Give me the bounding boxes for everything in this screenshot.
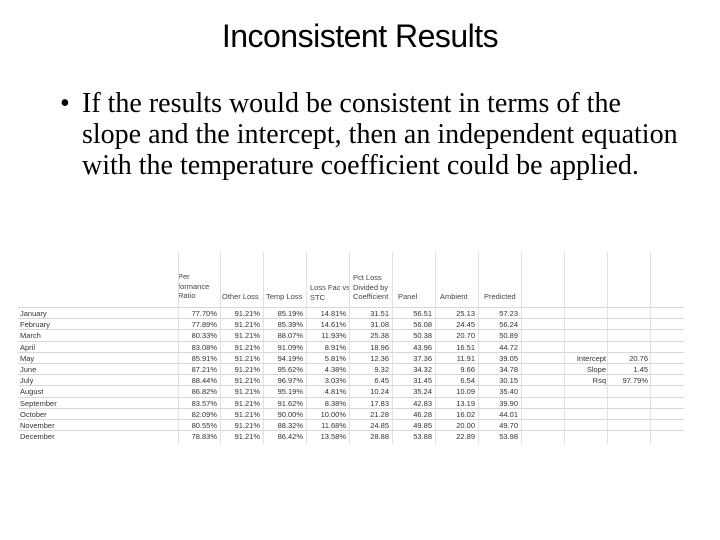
table-row xyxy=(18,352,684,364)
cell-perf: 77.70% xyxy=(191,309,217,318)
cell-temp: 95.19% xyxy=(277,387,303,397)
cell-pct: 18.96 xyxy=(370,342,389,352)
cell-ambient: 9.66 xyxy=(460,365,475,374)
stat-label: Rsq xyxy=(592,376,606,386)
cell-lossfac: 3.03% xyxy=(324,376,346,386)
cell-pct: 21.28 xyxy=(370,409,389,419)
cell-other: 91.21% xyxy=(234,342,260,352)
cell-pct: 28.88 xyxy=(370,432,389,442)
cell-panel: 50.38 xyxy=(413,331,432,341)
cell-panel: 37.36 xyxy=(413,353,432,363)
month-cell: October xyxy=(20,409,47,419)
cell-pct: 6.45 xyxy=(374,376,389,386)
cell-ambient: 6.54 xyxy=(460,376,475,386)
table-row xyxy=(18,341,684,353)
cell-temp: 88.07% xyxy=(277,331,303,341)
cell-temp: 86.42% xyxy=(277,432,303,442)
cell-pct: 12.36 xyxy=(370,353,389,363)
cell-predicted: 39.90 xyxy=(499,398,518,408)
cell-lossfac: 11.68% xyxy=(321,421,346,430)
bullet-point xyxy=(60,88,680,181)
header-panel: Panel xyxy=(398,292,418,301)
cell-perf: 83.57% xyxy=(191,398,217,408)
cell-temp: 95.62% xyxy=(277,365,303,374)
cell-other: 91.21% xyxy=(234,387,260,397)
header-ambient: Ambient xyxy=(440,292,468,301)
bullet-text: If the results would be consistent in terms of the slope and the intercept, then an independent equation with the temperature coefficient could be applied. xyxy=(82,88,678,181)
month-cell: November xyxy=(20,421,55,430)
cell-ambient: 16.51 xyxy=(456,342,475,352)
cell-perf: 78.83% xyxy=(191,432,217,442)
table-row xyxy=(18,374,684,386)
cell-perf: 88.44% xyxy=(191,376,217,386)
month-cell: April xyxy=(20,342,36,352)
cell-predicted: 44.72 xyxy=(499,342,518,352)
cell-panel: 35.24 xyxy=(413,387,432,397)
month-cell: March xyxy=(20,331,41,341)
cell-lossfac: 10.00% xyxy=(320,409,346,419)
cell-other: 91.21% xyxy=(234,409,260,419)
cell-perf: 83.08% xyxy=(191,342,217,352)
cell-perf: 86.82% xyxy=(191,387,217,397)
cell-ambient: 24.45 xyxy=(456,320,475,330)
cell-panel: 31.45 xyxy=(413,376,432,386)
cell-perf: 80.33% xyxy=(191,331,217,341)
cell-panel: 42.83 xyxy=(413,398,432,408)
cell-other: 91.21% xyxy=(234,331,260,341)
stat-label: Intercept xyxy=(576,353,606,363)
month-cell: July xyxy=(20,376,34,386)
cell-lossfac: 4.38% xyxy=(324,365,346,374)
spreadsheet-table xyxy=(18,252,684,444)
cell-predicted: 35.40 xyxy=(499,387,518,397)
cell-other: 91.21% xyxy=(234,353,260,363)
cell-predicted: 34.78 xyxy=(499,365,518,374)
cell-lossfac: 4.81% xyxy=(324,387,346,397)
month-cell: January xyxy=(20,309,47,318)
cell-lossfac: 14.81% xyxy=(320,309,346,318)
cell-predicted: 49.70 xyxy=(499,421,518,430)
month-cell: December xyxy=(20,432,55,442)
cell-other: 91.21% xyxy=(234,421,260,430)
cell-panel: 56.08 xyxy=(413,320,432,330)
table-row xyxy=(18,318,684,330)
cell-pct: 17.83 xyxy=(370,398,389,408)
month-cell: February xyxy=(20,320,51,330)
cell-pct: 24.85 xyxy=(370,421,389,430)
cell-ambient: 11.91 xyxy=(456,353,475,363)
cell-lossfac: 8.91% xyxy=(324,342,346,352)
cell-temp: 91.09% xyxy=(277,342,303,352)
stat-value: 97.79% xyxy=(622,376,648,386)
cell-ambient: 22.89 xyxy=(456,432,475,442)
cell-ambient: 25.13 xyxy=(456,309,475,318)
cell-predicted: 44.01 xyxy=(499,409,518,419)
header-loss-factor-vs-stc: Loss Fac vs STC xyxy=(310,283,351,302)
cell-pct: 31.51 xyxy=(370,309,389,318)
cell-temp: 85.39% xyxy=(277,320,303,330)
cell-temp: 96.97% xyxy=(277,376,303,386)
cell-perf: 85.91% xyxy=(191,353,217,363)
cell-ambient: 10.09 xyxy=(456,387,475,397)
cell-predicted: 50.89 xyxy=(499,331,518,341)
cell-panel: 49.85 xyxy=(413,421,432,430)
cell-temp: 88.32% xyxy=(277,421,303,430)
stat-value: 1.45 xyxy=(633,365,648,374)
header-performance-ratio: Per formance Ratio xyxy=(178,272,210,300)
table-row xyxy=(18,385,684,397)
header-other-loss: Other Loss xyxy=(222,292,259,301)
cell-temp: 94.19% xyxy=(277,353,303,363)
cell-other: 91.21% xyxy=(234,365,260,374)
cell-predicted: 56.24 xyxy=(499,320,518,330)
month-cell: May xyxy=(20,353,35,363)
cell-perf: 77.89% xyxy=(191,320,217,330)
cell-other: 91.21% xyxy=(234,432,260,442)
cell-ambient: 20.70 xyxy=(456,331,475,341)
cell-predicted: 30.15 xyxy=(499,376,518,386)
table-row xyxy=(18,408,684,420)
table-row xyxy=(18,430,684,442)
cell-perf: 82.09% xyxy=(191,409,217,419)
month-cell: August xyxy=(20,387,44,397)
cell-lossfac: 11.93% xyxy=(321,331,346,341)
table-row xyxy=(18,329,684,341)
cell-other: 91.21% xyxy=(234,320,260,330)
cell-perf: 87.21% xyxy=(191,365,217,374)
cell-lossfac: 5.81% xyxy=(324,353,346,363)
header-temp-loss: Temp Loss xyxy=(266,292,303,301)
cell-ambient: 20.00 xyxy=(456,421,475,430)
table-row xyxy=(18,397,684,409)
bullet-marker: • xyxy=(60,88,70,119)
header-predicted: Predicted xyxy=(484,292,516,301)
cell-temp: 85.19% xyxy=(277,309,303,318)
stat-label: Slope xyxy=(586,365,606,374)
month-cell: June xyxy=(20,365,37,374)
cell-perf: 80.55% xyxy=(191,421,217,430)
month-cell: September xyxy=(20,398,57,408)
cell-panel: 46.28 xyxy=(413,409,432,419)
table-row xyxy=(18,363,684,375)
cell-other: 91.21% xyxy=(234,398,260,408)
cell-ambient: 16.02 xyxy=(456,409,475,419)
cell-panel: 56.51 xyxy=(413,309,432,318)
table-row xyxy=(18,419,684,431)
cell-other: 91.21% xyxy=(234,309,260,318)
table-row xyxy=(18,307,684,319)
cell-pct: 9.32 xyxy=(374,365,389,374)
cell-panel: 53.88 xyxy=(413,432,432,442)
cell-ambient: 13.19 xyxy=(456,398,475,408)
stat-value: 20.76 xyxy=(629,353,648,363)
header-pct-loss-divided: Pct Loss Divided by Coefficient xyxy=(353,273,389,301)
cell-predicted: 53.98 xyxy=(499,432,518,442)
cell-lossfac: 8.38% xyxy=(324,398,346,408)
cell-pct: 31.08 xyxy=(370,320,389,330)
cell-panel: 43.96 xyxy=(413,342,432,352)
cell-temp: 91.62% xyxy=(277,398,303,408)
cell-pct: 25.38 xyxy=(370,331,389,341)
cell-lossfac: 14.61% xyxy=(320,320,346,330)
cell-lossfac: 13.58% xyxy=(320,432,346,442)
cell-other: 91.21% xyxy=(234,376,260,386)
slide-title: Inconsistent Results xyxy=(221,18,499,54)
cell-panel: 34.32 xyxy=(413,365,432,374)
cell-predicted: 57.23 xyxy=(499,309,518,318)
cell-pct: 10.24 xyxy=(370,387,389,397)
cell-predicted: 39.05 xyxy=(499,353,518,363)
cell-temp: 90.00% xyxy=(277,409,303,419)
